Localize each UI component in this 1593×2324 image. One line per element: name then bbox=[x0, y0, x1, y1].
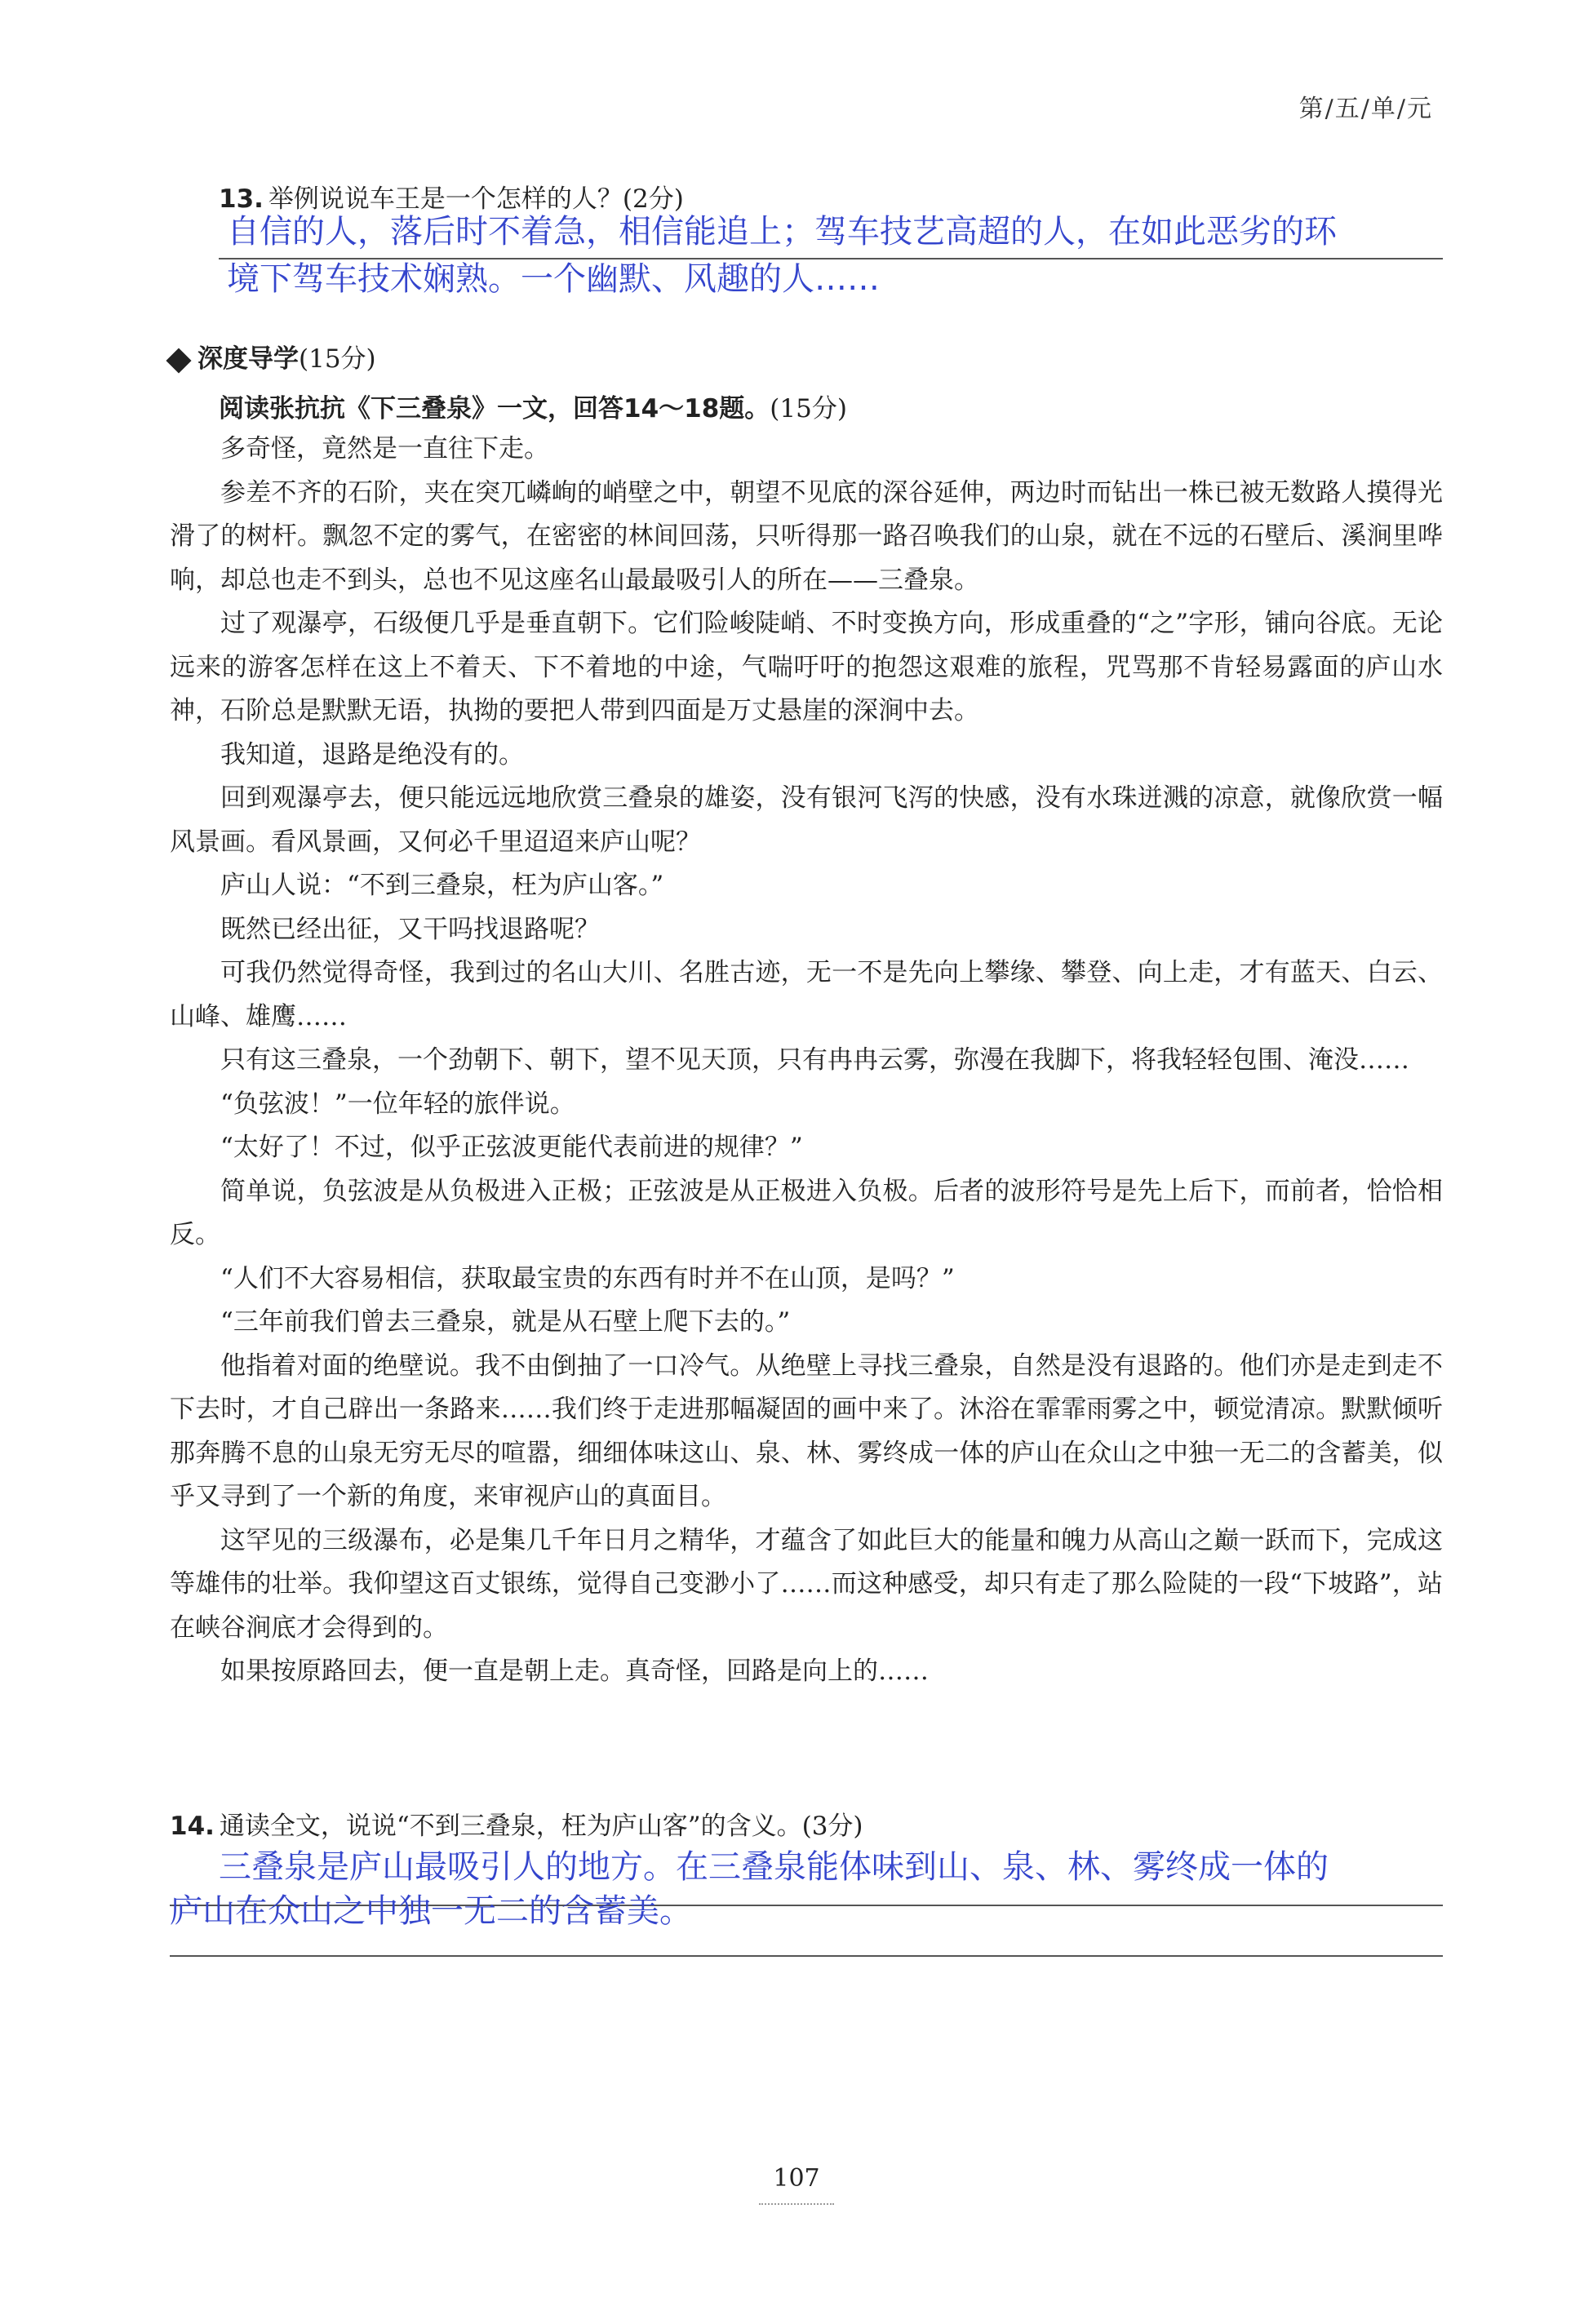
article-paragraph: 他指着对面的绝壁说。我不由倒抽了一口冷气。从绝壁上寻找三叠泉，自然是没有退路的。他们亦是走到走不下去时，才自己辟出一条路来……我们终于走进那幅凝固的画中来了。沐浴在霏霏雨雾之中，顿觉清凉。默默倾听那奔腾不息的山泉无穷无尽的喧嚣，细细体味这山、泉、林、雾终成一体的庐山在众山之中独一无二的含蓄美，似乎又寻到了一个新的角度，来审视庐山的真面目。 bbox=[170, 1350, 1443, 1511]
question-14 bbox=[170, 1805, 863, 1842]
answer-13-line-2: 境下驾车技术娴熟。一个幽默、风趣的人…… bbox=[227, 260, 880, 298]
article-paragraph: “太好了！不过，似乎正弦波更能代表前进的规律？” bbox=[220, 1133, 803, 1162]
article-paragraph: 可我仍然觉得奇怪，我到过的名山大川、名胜古迹，无一不是先向上攀缘、攀登、向上走，才有蓝天、白云、山峰、雄鹰…… bbox=[170, 958, 1443, 1031]
question-14-number: 14. bbox=[170, 1812, 215, 1841]
article-paragraph: 多奇怪，竟然是一直往下走。 bbox=[220, 434, 549, 463]
answer-13-line-1: 自信的人，落后时不着急，相信能追上；驾车技艺高超的人，在如此恶劣的环 bbox=[227, 213, 1337, 251]
article-paragraph: 庐山人说：“不到三叠泉，枉为庐山客。” bbox=[220, 871, 664, 900]
instruction-score: (15分) bbox=[770, 394, 847, 424]
question-13-number: 13. bbox=[219, 184, 264, 214]
section-score: (15分) bbox=[299, 344, 376, 374]
article-paragraph: 只有这三叠泉，一个劲朝下、朝下，望不见天顶，只有冉冉云雾，弥漫在我脚下，将我轻轻包围、淹没…… bbox=[220, 1045, 1409, 1075]
article-paragraph: 我知道，退路是绝没有的。 bbox=[220, 739, 524, 769]
reading-instruction bbox=[219, 388, 847, 424]
question-14-text: 通读全文，说说“不到三叠泉，枉为庐山客”的含义。(3分) bbox=[219, 1812, 863, 1841]
article-paragraph: 这罕见的三级瀑布，必是集几千年日月之精华，才蕴含了如此巨大的能量和魄力从高山之巅一跃而下，完成这等雄伟的壮举。我仰望这百丈银练，觉得自己变渺小了……而这种感受，却只有走了那么险陡的一段“下坡路”，站在峡谷涧底才会得到的。 bbox=[170, 1525, 1443, 1643]
article-paragraph: “人们不大容易相信，获取最宝贵的东西有时并不在山顶，是吗？” bbox=[220, 1263, 955, 1293]
article-paragraph: 如果按原路回去，便一直是朝上走。真奇怪，回路是向上的…… bbox=[220, 1657, 929, 1686]
answer-line bbox=[170, 1955, 1443, 1957]
article-paragraph: 参差不齐的石阶，夹在突兀嶙峋的峭壁之中，朝望不见底的深谷延伸，两边时而钻出一株已被无数路人摸得光滑了的树杆。飘忽不定的雾气，在密密的林间回荡，只听得那一路召唤我们的山泉，就在不远的石壁后、溪涧里哗响，却总也走不到头，总也不见这座名山最最吸引人的所在——三叠泉。 bbox=[170, 477, 1443, 595]
page-number: 107 bbox=[773, 2164, 820, 2193]
article-paragraph: 简单说，负弦波是从负极进入正极；正弦波是从正极进入负极。后者的波形符号是先上后下，而前者，恰恰相反。 bbox=[170, 1176, 1443, 1249]
section-title: 深度导学 bbox=[197, 344, 299, 374]
question-13-text: 举例说说车王是一个怎样的人？(2分) bbox=[268, 184, 684, 214]
section-heading bbox=[170, 338, 376, 375]
article-paragraph: “负弦波！”一位年轻的旅伴说。 bbox=[220, 1089, 575, 1119]
answer-14-line-2: 庐山在众山之中独一无二的含蓄美。 bbox=[170, 1892, 692, 1930]
article-paragraph: “三年前我们曾去三叠泉，就是从石壁上爬下去的。” bbox=[220, 1307, 791, 1337]
article-paragraph: 过了观瀑亭，石级便几乎是垂直朝下。它们险峻陡峭、不时变换方向，形成重叠的“之”字形，铺向谷底。无论远来的游客怎样在这上不着天、下不着地的中途，气喘吁吁的抱怨这艰难的旅程，咒骂那不肯轻易露面的庐山水神，石阶总是默默无语，执拗的要把人带到四面是万丈悬崖的深涧中去。 bbox=[170, 609, 1443, 725]
diamond-bullet-icon bbox=[166, 348, 191, 373]
instruction-text: 阅读张抗抗《下三叠泉》一文，回答14～18题。 bbox=[219, 394, 770, 424]
page-number-underline bbox=[759, 2203, 834, 2205]
article-paragraph: 回到观瀑亭去，便只能远远地欣赏三叠泉的雄姿，没有银河飞泻的快感，没有水珠迸溅的凉意，就像欣赏一幅风景画。看风景画，又何必千里迢迢来庐山呢？ bbox=[170, 783, 1443, 857]
article-paragraph: 既然已经出征，又干吗找退路呢？ bbox=[220, 914, 600, 944]
answer-14-line-1: 三叠泉是庐山最吸引人的地方。在三叠泉能体味到山、泉、林、雾终成一体的 bbox=[219, 1848, 1329, 1886]
article-body bbox=[170, 428, 1443, 1694]
unit-header: 第/五/单/元 bbox=[1298, 95, 1433, 123]
